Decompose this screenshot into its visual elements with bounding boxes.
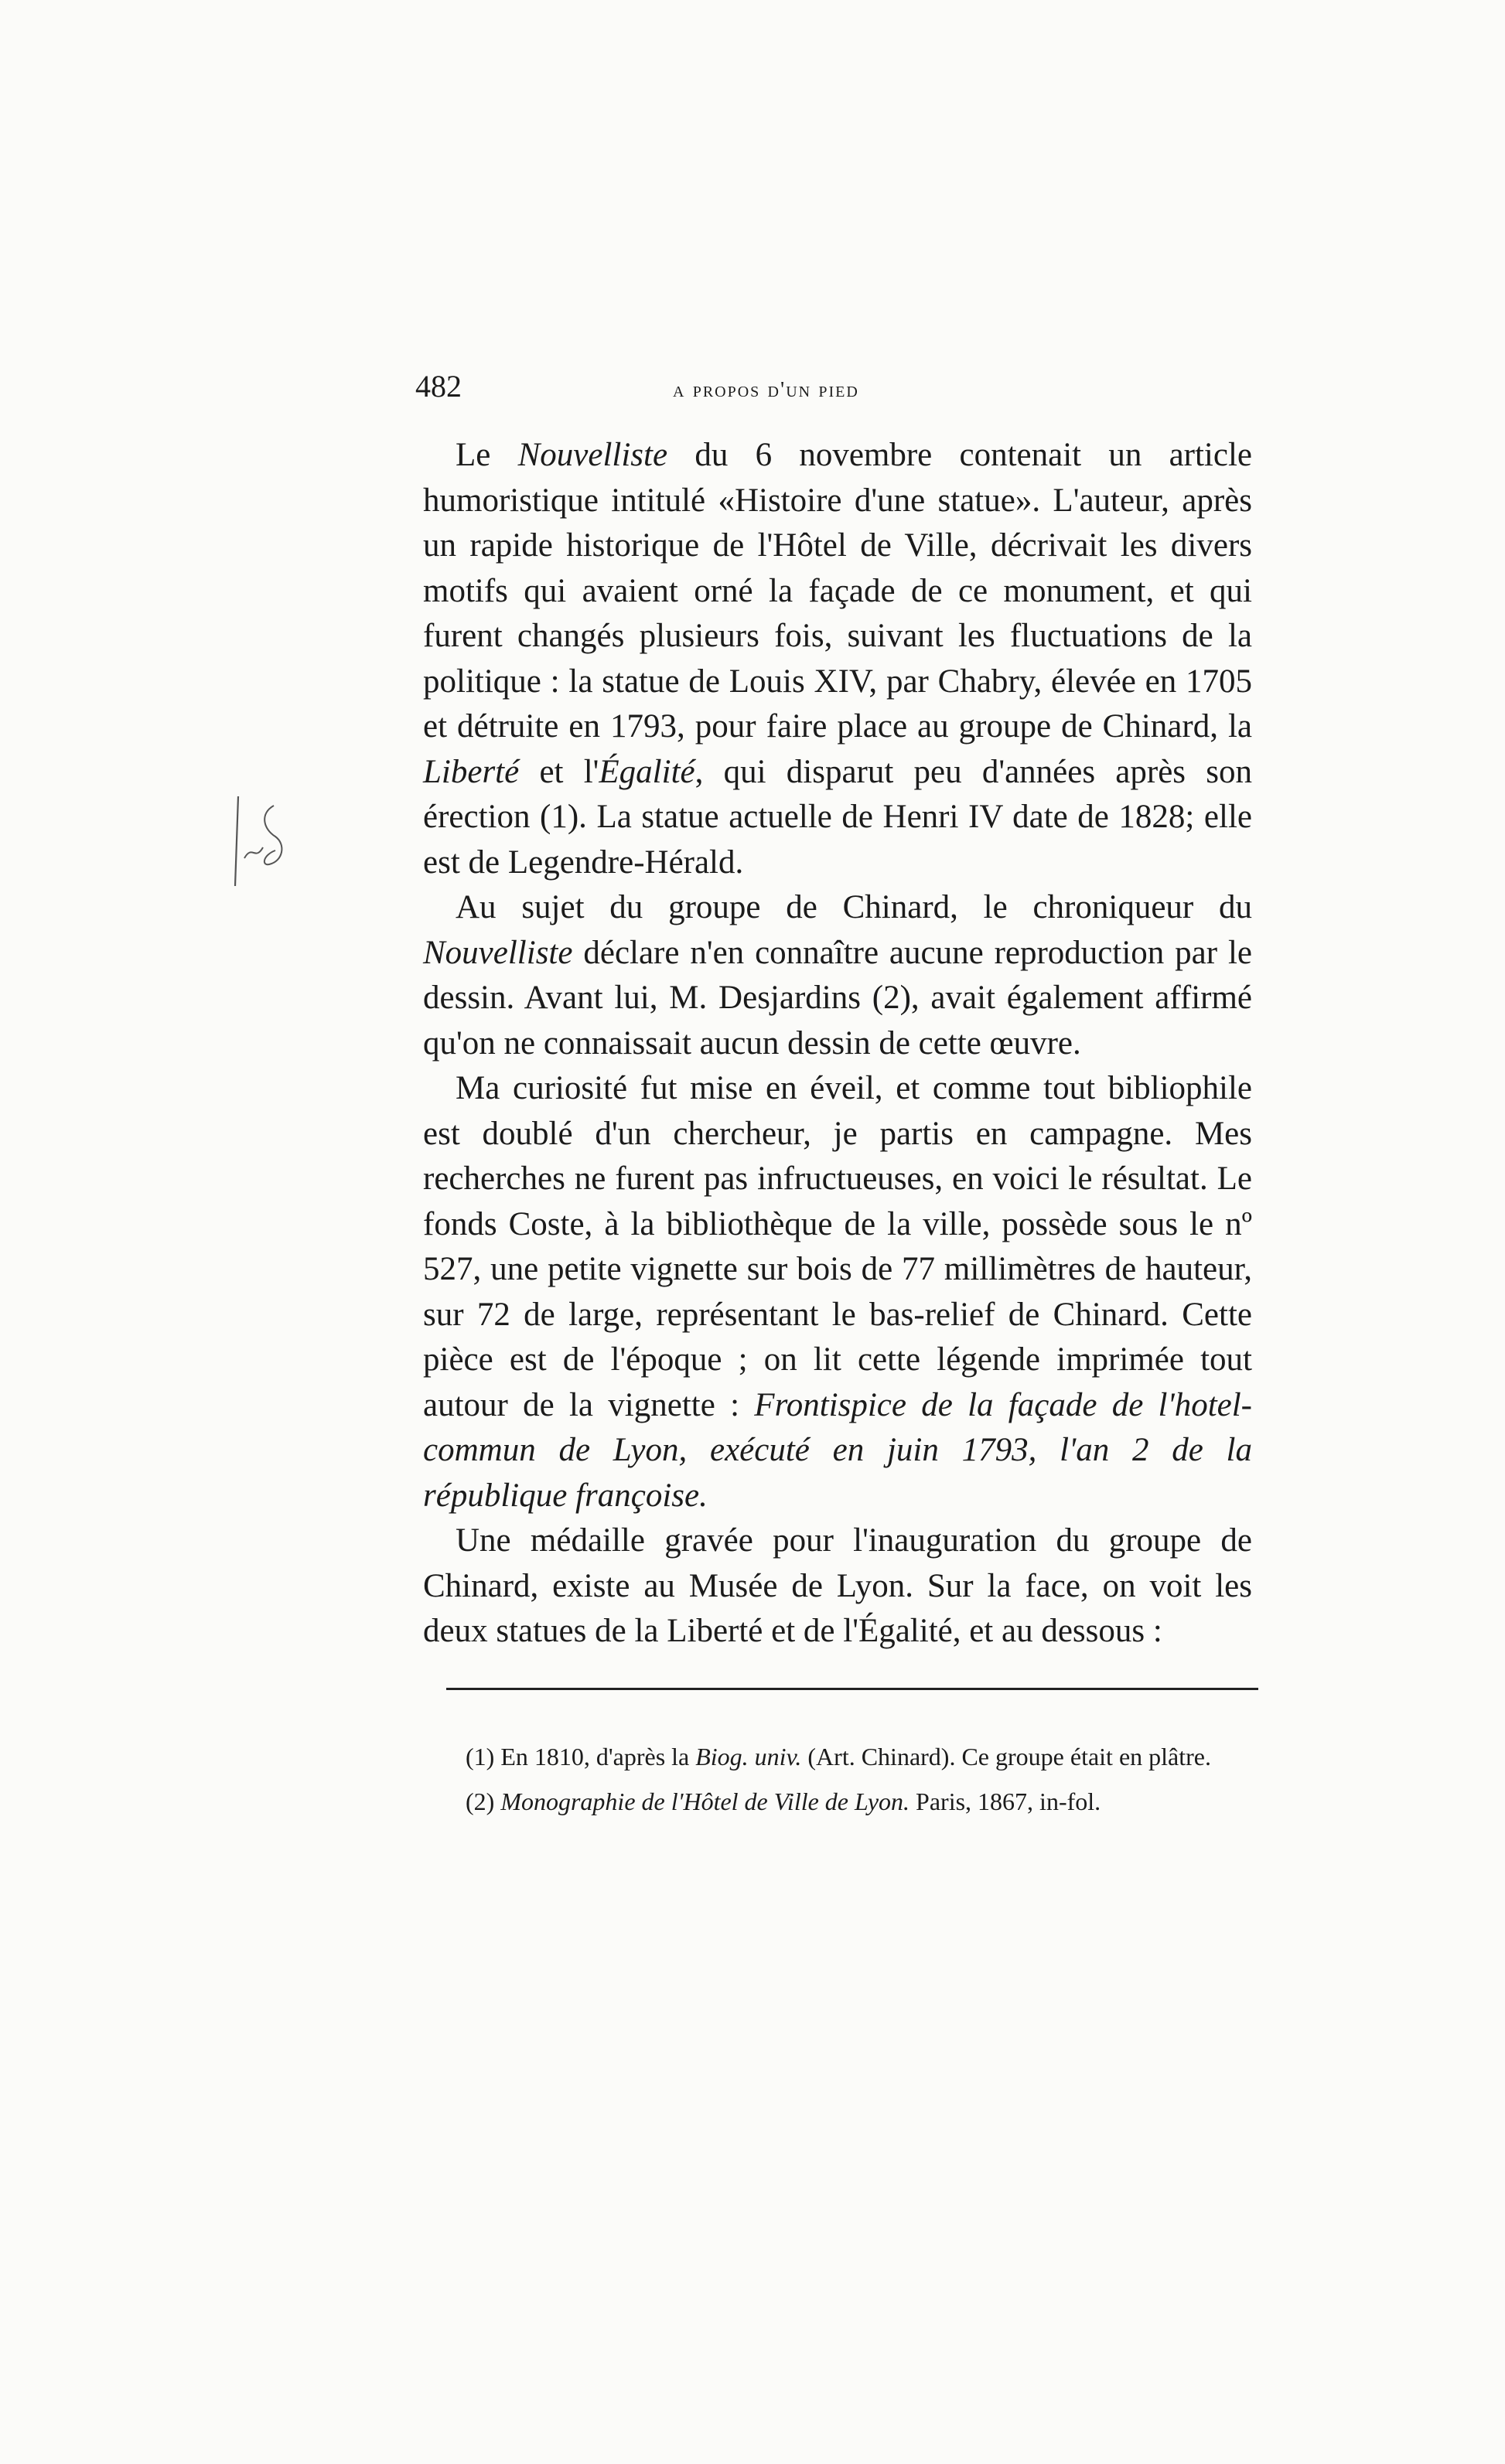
running-head: a propos d'un pied <box>673 377 859 402</box>
footnotes <box>442 1736 1261 1826</box>
footnote-rule <box>446 1688 1258 1690</box>
footnote: (1) En 1810, d'après la Biog. univ. (Art. Chinard). Ce groupe était en plâtre. <box>466 1743 1211 1770</box>
paragraph: Au sujet du groupe de Chinard, le chroniqueur du Nouvelliste déclare n'en connaître aucune reproduction par le dessin. Avant lui, M. Desjardins (2), avait également affirmé qu'on ne connaissait aucun dessin de cette œuvre. <box>423 889 1252 1062</box>
margin-pencil-mark-icon <box>229 790 314 891</box>
footnote: (2) Monographie de l'Hôtel de Ville de Lyon. Paris, 1867, in-fol. <box>466 1788 1101 1815</box>
page-number: 482 <box>415 369 462 404</box>
paragraph: Une médaille gravée pour l'inauguration du groupe de Chinard, existe au Musée de Lyon. Sur la face, on voit les deux statues de la Liberté et de l'Égalité, et au dessous : <box>423 1522 1252 1649</box>
paragraph: Le Nouvelliste du 6 novembre contenait un article humoristique intitulé «Histoire d'une statue». L'auteur, après un rapide historique de l'Hôtel de Ville, décrivait les divers motifs qui avaient orné la façade de ce monument, et qui furent changés plusieurs fois, suivant les fluctuations de la politique : la statue de Louis XIV, par Chabry, élevée en 1705 et détruite en 1793, pour faire place au groupe de Chinard, la Liberté et l'Égalité, qui disparut peu d'années après son érection (1). La statue actuelle de Henri IV date de 1828; elle est de Legendre-Hérald. <box>423 437 1253 881</box>
body-text <box>423 433 1252 1655</box>
paragraph: Ma curiosité fut mise en éveil, et comme tout bibliophile est doublé d'un chercheur, je partis en campagne. Mes recherches ne furent pas infructueuses, en voici le résultat. Le fonds Coste, à la bibliothèque de la ville, possède sous le nº 527, une petite vignette sur bois de 77 millimètres de hauteur, sur 72 de large, représentant le bas-relief de Chinard. Cette pièce est de l'époque ; on lit cette légende imprimée tout autour de la vignette : Frontispice de la façade de l'hotel-commun de Lyon, exécuté en juin 1793, l'an 2 de la république françoise. <box>423 1070 1252 1514</box>
